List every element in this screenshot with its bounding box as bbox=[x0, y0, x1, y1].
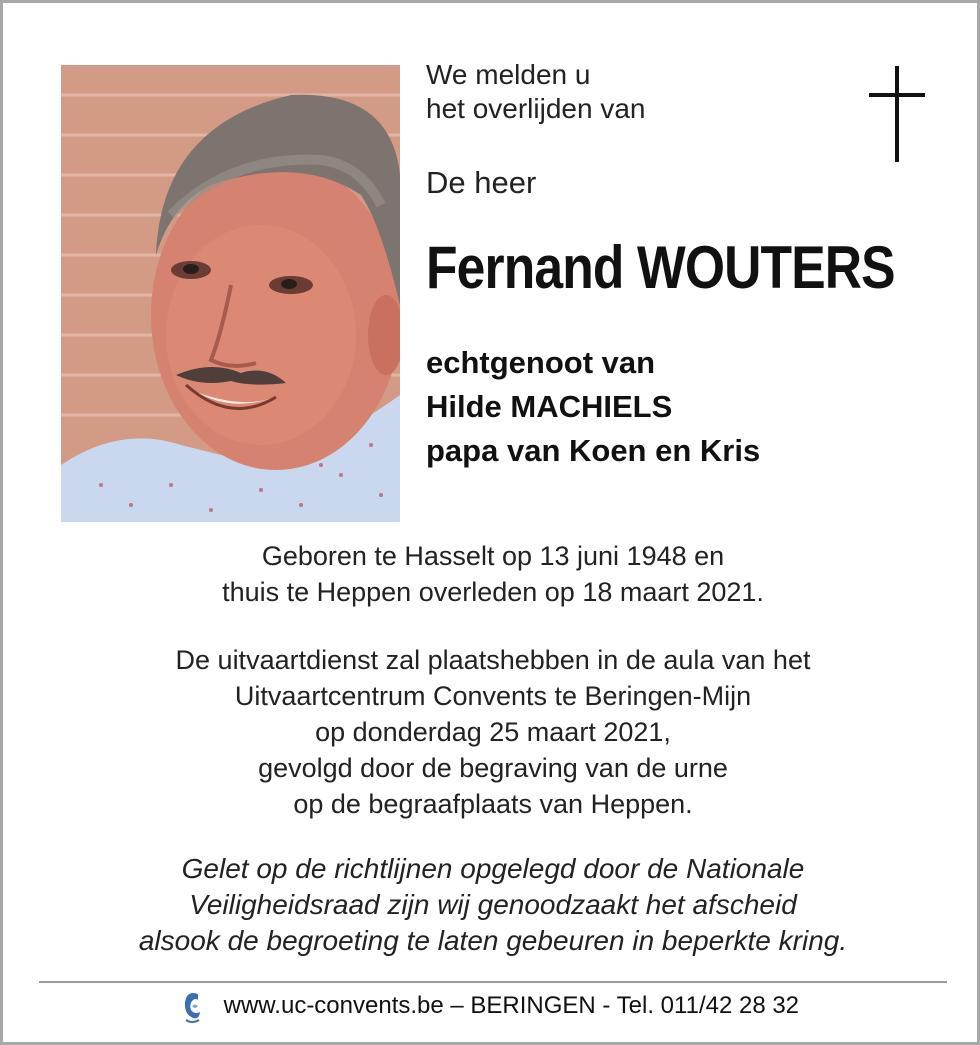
service-line: De uitvaartdienst zal plaatshebben in de aula van het bbox=[175, 645, 811, 675]
intro-line-2: het overlijden van bbox=[426, 93, 646, 124]
notice-line: Gelet op de richtlijnen opgelegd door de Nationale bbox=[181, 853, 805, 884]
death-line: thuis te Heppen overleden op 18 maart 2021. bbox=[222, 577, 764, 607]
relations bbox=[426, 341, 760, 473]
relation-line: echtgenoot van bbox=[426, 345, 656, 380]
intro-text bbox=[426, 58, 645, 126]
birth-death-info bbox=[43, 538, 943, 610]
notice-line: alsook de begroeting te laten gebeuren in beperkte kring. bbox=[138, 925, 848, 956]
birth-line: Geboren te Hasselt op 13 juni 1948 en bbox=[261, 541, 725, 571]
footer bbox=[3, 988, 977, 1024]
intro-line-1: We melden u bbox=[426, 59, 591, 90]
relation-line: papa van Koen en Kris bbox=[426, 433, 761, 468]
honorific: De heer bbox=[426, 165, 537, 200]
footer-contact[interactable]: www.uc-convents.be – BERINGEN - Tel. 011/42 28 32 bbox=[223, 992, 800, 1019]
service-line: op donderdag 25 maart 2021, bbox=[315, 717, 671, 747]
uc-convents-logo-icon bbox=[181, 988, 203, 1024]
footer-divider bbox=[39, 981, 947, 983]
service-line: op de begraafplaats van Heppen. bbox=[293, 789, 693, 819]
notice-line: Veiligheidsraad zijn wij genoodzaakt het afscheid bbox=[189, 889, 797, 920]
relation-line: Hilde MACHIELS bbox=[426, 389, 673, 424]
service-line: gevolgd door de begraving van de urne bbox=[258, 753, 728, 783]
cross-icon bbox=[869, 66, 925, 162]
portrait-photo bbox=[61, 65, 400, 522]
service-line: Uitvaartcentrum Convents te Beringen-Mijn bbox=[234, 681, 752, 711]
deceased-name: Fernand WOUTERS bbox=[426, 234, 895, 301]
covid-notice bbox=[43, 851, 943, 959]
funeral-service-info bbox=[43, 642, 943, 822]
